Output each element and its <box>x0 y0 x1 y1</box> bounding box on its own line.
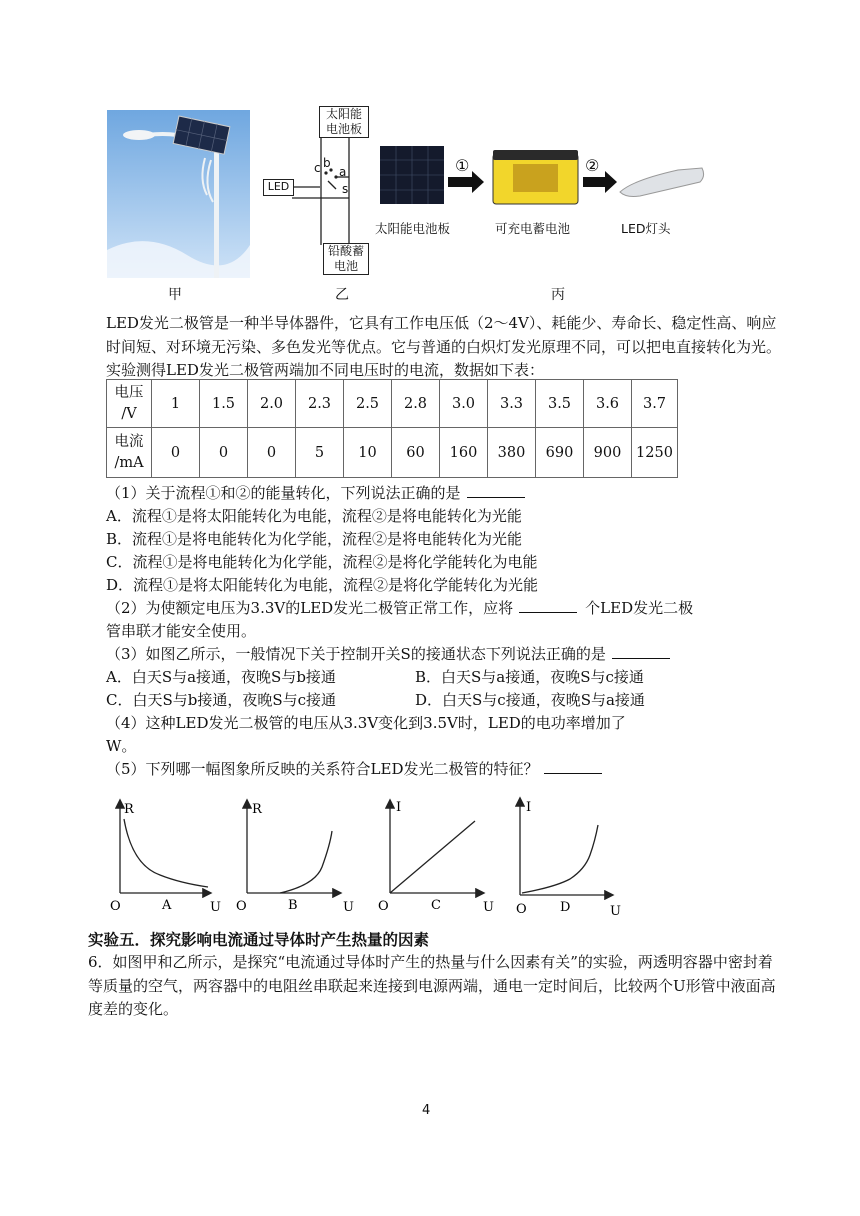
graph-d-curve <box>522 825 598 893</box>
table-cell: 0 <box>152 428 200 478</box>
terminal-a: a <box>339 165 347 179</box>
terminal-c: c <box>314 161 321 175</box>
question-1-option-c: C．流程①是将电能转化为化学能，流程②是将化学能转化为电能 <box>106 553 538 571</box>
question-4-line-1: （4）这种LED发光二极管的电压从3.3V变化到3.5V时，LED的电功率增加了 <box>106 714 626 732</box>
table-cell: 5 <box>296 428 344 478</box>
question-3-stem <box>106 643 670 664</box>
table-cell: 3.0 <box>440 380 488 428</box>
graph-b-ylabel: R <box>252 802 262 817</box>
table-cell: 2.0 <box>248 380 296 428</box>
voltage-header-unit: /V <box>121 405 137 422</box>
question-1-option-a: A．流程①是将太阳能转化为电能，流程②是将电能转化为光能 <box>106 507 522 525</box>
question-2-text-b: 个LED发光二极 <box>585 599 694 617</box>
question-2-line-2: 管串联才能安全使用。 <box>106 622 257 640</box>
table-cell: 3.3 <box>488 380 536 428</box>
table-cell: 1.5 <box>200 380 248 428</box>
question-3-text: （3）如图乙所示，一般情况下关于控制开关S的接通状态下列说法正确的是 <box>106 645 606 663</box>
intro-paragraph: LED发光二极管是一种半导体器件，它具有工作电压低（2～4V）、耗能少、寿命长、稳定性高、响应时间短、对环境无污染、多色发光等优点。它与普通的白炽灯发光原理不同，可以把电直接转化为光。实验测得LED发光二极管两端加不同电压时的电流，数据如下表： <box>106 314 782 379</box>
energy-flow-graphic <box>378 140 708 210</box>
led-head-caption: LED灯头 <box>621 221 671 236</box>
question-1-text: （1）关于流程①和②的能量转化，下列说法正确的是 <box>106 484 461 502</box>
current-header-label: 电流 <box>114 433 144 450</box>
table-cell: 900 <box>584 428 632 478</box>
graph-c-xlabel: U <box>483 900 494 915</box>
answer-blank-2[interactable] <box>519 598 577 613</box>
question-6-paragraph: 6．如图甲和乙所示，是探究“电流通过导体时产生的热量与什么因素有关”的实验，两透明容器中密封着等质量的空气，两容器中的电阻丝串联起来连接到电源两端，通电一定时间后，比较两个U形管中液面高度差的变化。 <box>88 953 776 1018</box>
lead-acid-battery-box: 铅酸蓄 电池 <box>323 243 369 275</box>
table-cell: 3.7 <box>632 380 678 428</box>
question-2-line-1 <box>106 597 693 618</box>
step-1-label: ① <box>455 156 470 175</box>
table-cell: 60 <box>392 428 440 478</box>
table-cell: 690 <box>536 428 584 478</box>
current-header-unit: /mA <box>114 454 144 471</box>
graph-a-ylabel: R <box>124 802 134 817</box>
option-graphs <box>100 785 640 920</box>
table-cell: 1 <box>152 380 200 428</box>
table-cell: 3.5 <box>536 380 584 428</box>
graph-c-option: C <box>431 898 441 913</box>
voltage-row <box>107 380 678 428</box>
question-1-option-d: D．流程①是将太阳能转化为电能，流程②是将化学能转化为光能 <box>106 576 539 594</box>
graph-d <box>516 799 621 919</box>
graph-a <box>110 801 221 915</box>
current-row <box>107 428 678 478</box>
graph-b-origin: O <box>236 899 247 914</box>
question-3-option-c: C．白天S与b接通，夜晚S与c接通 <box>106 691 337 709</box>
current-header <box>107 428 152 478</box>
figure-jia-photo <box>107 110 250 278</box>
figure-yi-label: 乙 <box>335 287 349 303</box>
graph-d-xlabel: U <box>610 904 621 919</box>
table-cell: 0 <box>248 428 296 478</box>
graph-d-ylabel: I <box>526 800 532 815</box>
figure-jia-label: 甲 <box>168 287 182 303</box>
table-cell: 2.8 <box>392 380 440 428</box>
street-lamp-image <box>107 110 250 278</box>
graph-a-origin: O <box>110 899 121 914</box>
graph-d-option: D <box>560 900 571 915</box>
graph-a-option: A <box>162 898 172 913</box>
section-heading: 实验五．探究影响电流通过导体时产生热量的因素 <box>88 931 430 949</box>
figure-bing-label: 丙 <box>551 287 565 303</box>
graph-b <box>236 801 354 915</box>
table-cell: 2.3 <box>296 380 344 428</box>
graph-c-ylabel: I <box>396 800 402 815</box>
graph-b-option: B <box>288 898 298 913</box>
graph-d-origin: O <box>516 902 527 917</box>
graph-a-curve <box>124 819 208 887</box>
question-3-option-d: D．白天S与c接通，夜晚S与a接通 <box>415 691 645 709</box>
table-cell: 10 <box>344 428 392 478</box>
figure-bing <box>378 140 708 210</box>
graph-c-origin: O <box>378 899 389 914</box>
table-cell: 160 <box>440 428 488 478</box>
switch-s: s <box>342 182 349 196</box>
answer-blank-5[interactable] <box>544 759 602 774</box>
terminal-b: b <box>323 156 331 170</box>
voltage-header-label: 电压 <box>114 384 144 401</box>
voltage-current-table <box>106 379 678 478</box>
graph-a-xlabel: U <box>210 900 221 915</box>
graph-c <box>378 800 494 915</box>
step-2-label: ② <box>585 156 600 175</box>
solar-panel-caption: 太阳能电池板 <box>375 221 451 236</box>
table-cell: 0 <box>200 428 248 478</box>
page-number: 4 <box>422 1103 431 1118</box>
question-1-option-b: B．流程①是将电能转化为化学能，流程②是将电能转化为光能 <box>106 530 523 548</box>
graph-c-line <box>390 821 475 893</box>
question-2-text-a: （2）为使额定电压为3.3V的LED发光二极管正常工作，应将 <box>106 599 514 617</box>
question-3-option-b: B．白天S与a接通，夜晚S与c接通 <box>415 668 644 686</box>
table-cell: 3.6 <box>584 380 632 428</box>
question-4-line-2: W。 <box>106 737 137 755</box>
led-box: LED <box>263 179 294 196</box>
question-5-text: （5）下列哪一幅图象所反映的关系符合LED发光二极管的特征？ <box>106 760 539 778</box>
rechargeable-battery-caption: 可充电蓄电池 <box>495 221 571 236</box>
table-cell: 1250 <box>632 428 678 478</box>
answer-blank-3[interactable] <box>612 644 670 659</box>
table-cell: 380 <box>488 428 536 478</box>
question-3-option-a: A．白天S与a接通，夜晚S与b接通 <box>106 668 336 686</box>
question-5-stem <box>106 758 602 779</box>
solar-panel-box: 太阳能 电池板 <box>319 106 369 138</box>
voltage-header <box>107 380 152 428</box>
table-cell: 2.5 <box>344 380 392 428</box>
graph-b-xlabel: U <box>343 900 354 915</box>
question-1-stem <box>106 482 525 503</box>
answer-blank-1[interactable] <box>467 483 525 498</box>
graph-b-curve <box>280 831 332 893</box>
